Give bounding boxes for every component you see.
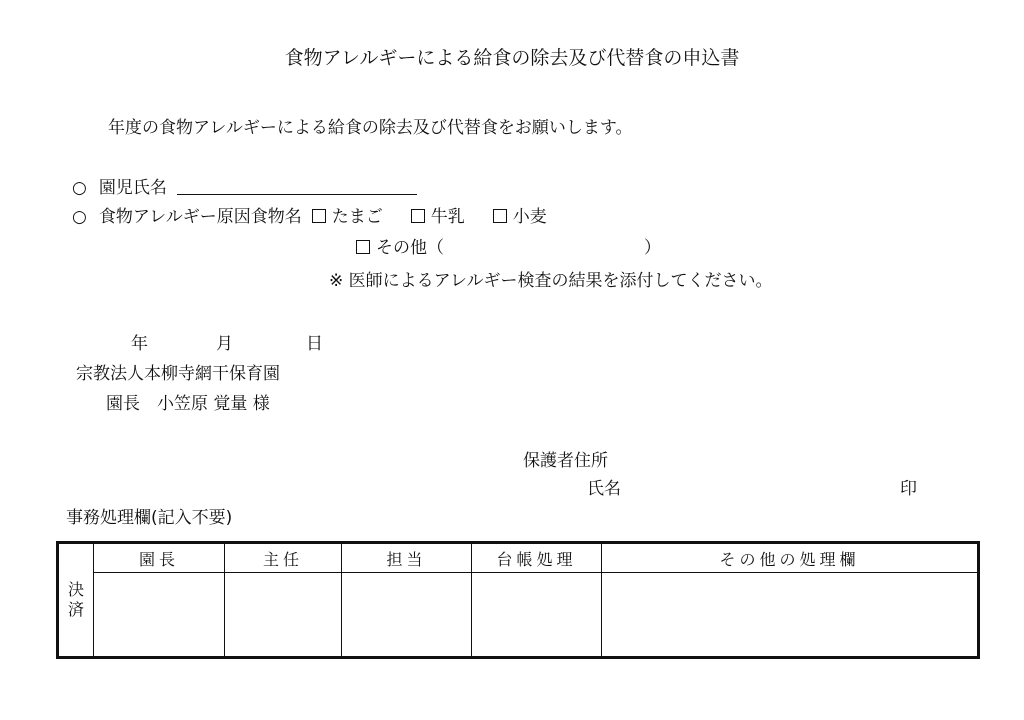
stamp-cell-other[interactable] xyxy=(602,573,979,658)
allergen-label: 食物アレルギー原因食物名 xyxy=(98,207,302,227)
allergen-row xyxy=(72,206,547,228)
date-month-label: 月 xyxy=(216,334,233,354)
date-year-label: 年 xyxy=(131,334,148,354)
attachment-note: ※ 医師によるアレルギー検査の結果を添付してください。 xyxy=(329,271,773,291)
table-header-row xyxy=(58,543,979,573)
option-wheat-label: 小麦 xyxy=(512,207,547,227)
checkbox-milk[interactable] xyxy=(411,209,425,223)
checkbox-other[interactable] xyxy=(356,240,370,254)
child-name-row xyxy=(72,176,417,199)
column-header-ledger: 台帳処理 xyxy=(472,543,602,573)
settlement-label: 決済 xyxy=(58,543,94,658)
request-text: 年度の食物アレルギーによる給食の除去及び代替食をお願いします。 xyxy=(108,118,633,138)
table-stamp-row xyxy=(58,573,979,658)
guardian-name-label: 氏名 xyxy=(587,479,621,499)
stamp-cell-chief[interactable] xyxy=(225,573,342,658)
checkbox-wheat[interactable] xyxy=(493,209,507,223)
option-other-label: その他（ xyxy=(376,238,444,258)
office-section-heading: 事務処理欄(記入不要) xyxy=(66,508,233,528)
checkbox-egg[interactable] xyxy=(312,209,326,223)
recipient-person: 園長 小笠原 覚量 様 xyxy=(106,394,270,414)
option-egg-label: たまご xyxy=(331,207,383,227)
office-processing-table xyxy=(56,541,980,659)
stamp-cell-staff[interactable] xyxy=(342,573,472,658)
option-milk-label: 牛乳 xyxy=(430,207,465,227)
date-day-label: 日 xyxy=(306,334,323,354)
column-header-chief: 主任 xyxy=(225,543,342,573)
guardian-address-label: 保護者住所 xyxy=(523,451,608,471)
page-title: 食物アレルギーによる給食の除去及び代替食の申込書 xyxy=(284,47,740,69)
child-name-label: 園児氏名 xyxy=(98,178,167,198)
bullet-circle-icon: ○ xyxy=(72,178,87,198)
column-header-director: 園長 xyxy=(94,543,225,573)
column-header-staff: 担当 xyxy=(342,543,472,573)
column-header-other: その他の処理欄 xyxy=(602,543,979,573)
stamp-cell-ledger[interactable] xyxy=(472,573,602,658)
seal-mark: 印 xyxy=(900,479,917,499)
child-name-field[interactable] xyxy=(177,176,417,195)
recipient-organization: 宗教法人本柳寺網干保育園 xyxy=(76,364,280,384)
allergen-other-row xyxy=(346,237,661,259)
option-other-close: ） xyxy=(644,238,661,258)
stamp-cell-director[interactable] xyxy=(94,573,225,658)
bullet-circle-icon: ○ xyxy=(72,207,87,227)
